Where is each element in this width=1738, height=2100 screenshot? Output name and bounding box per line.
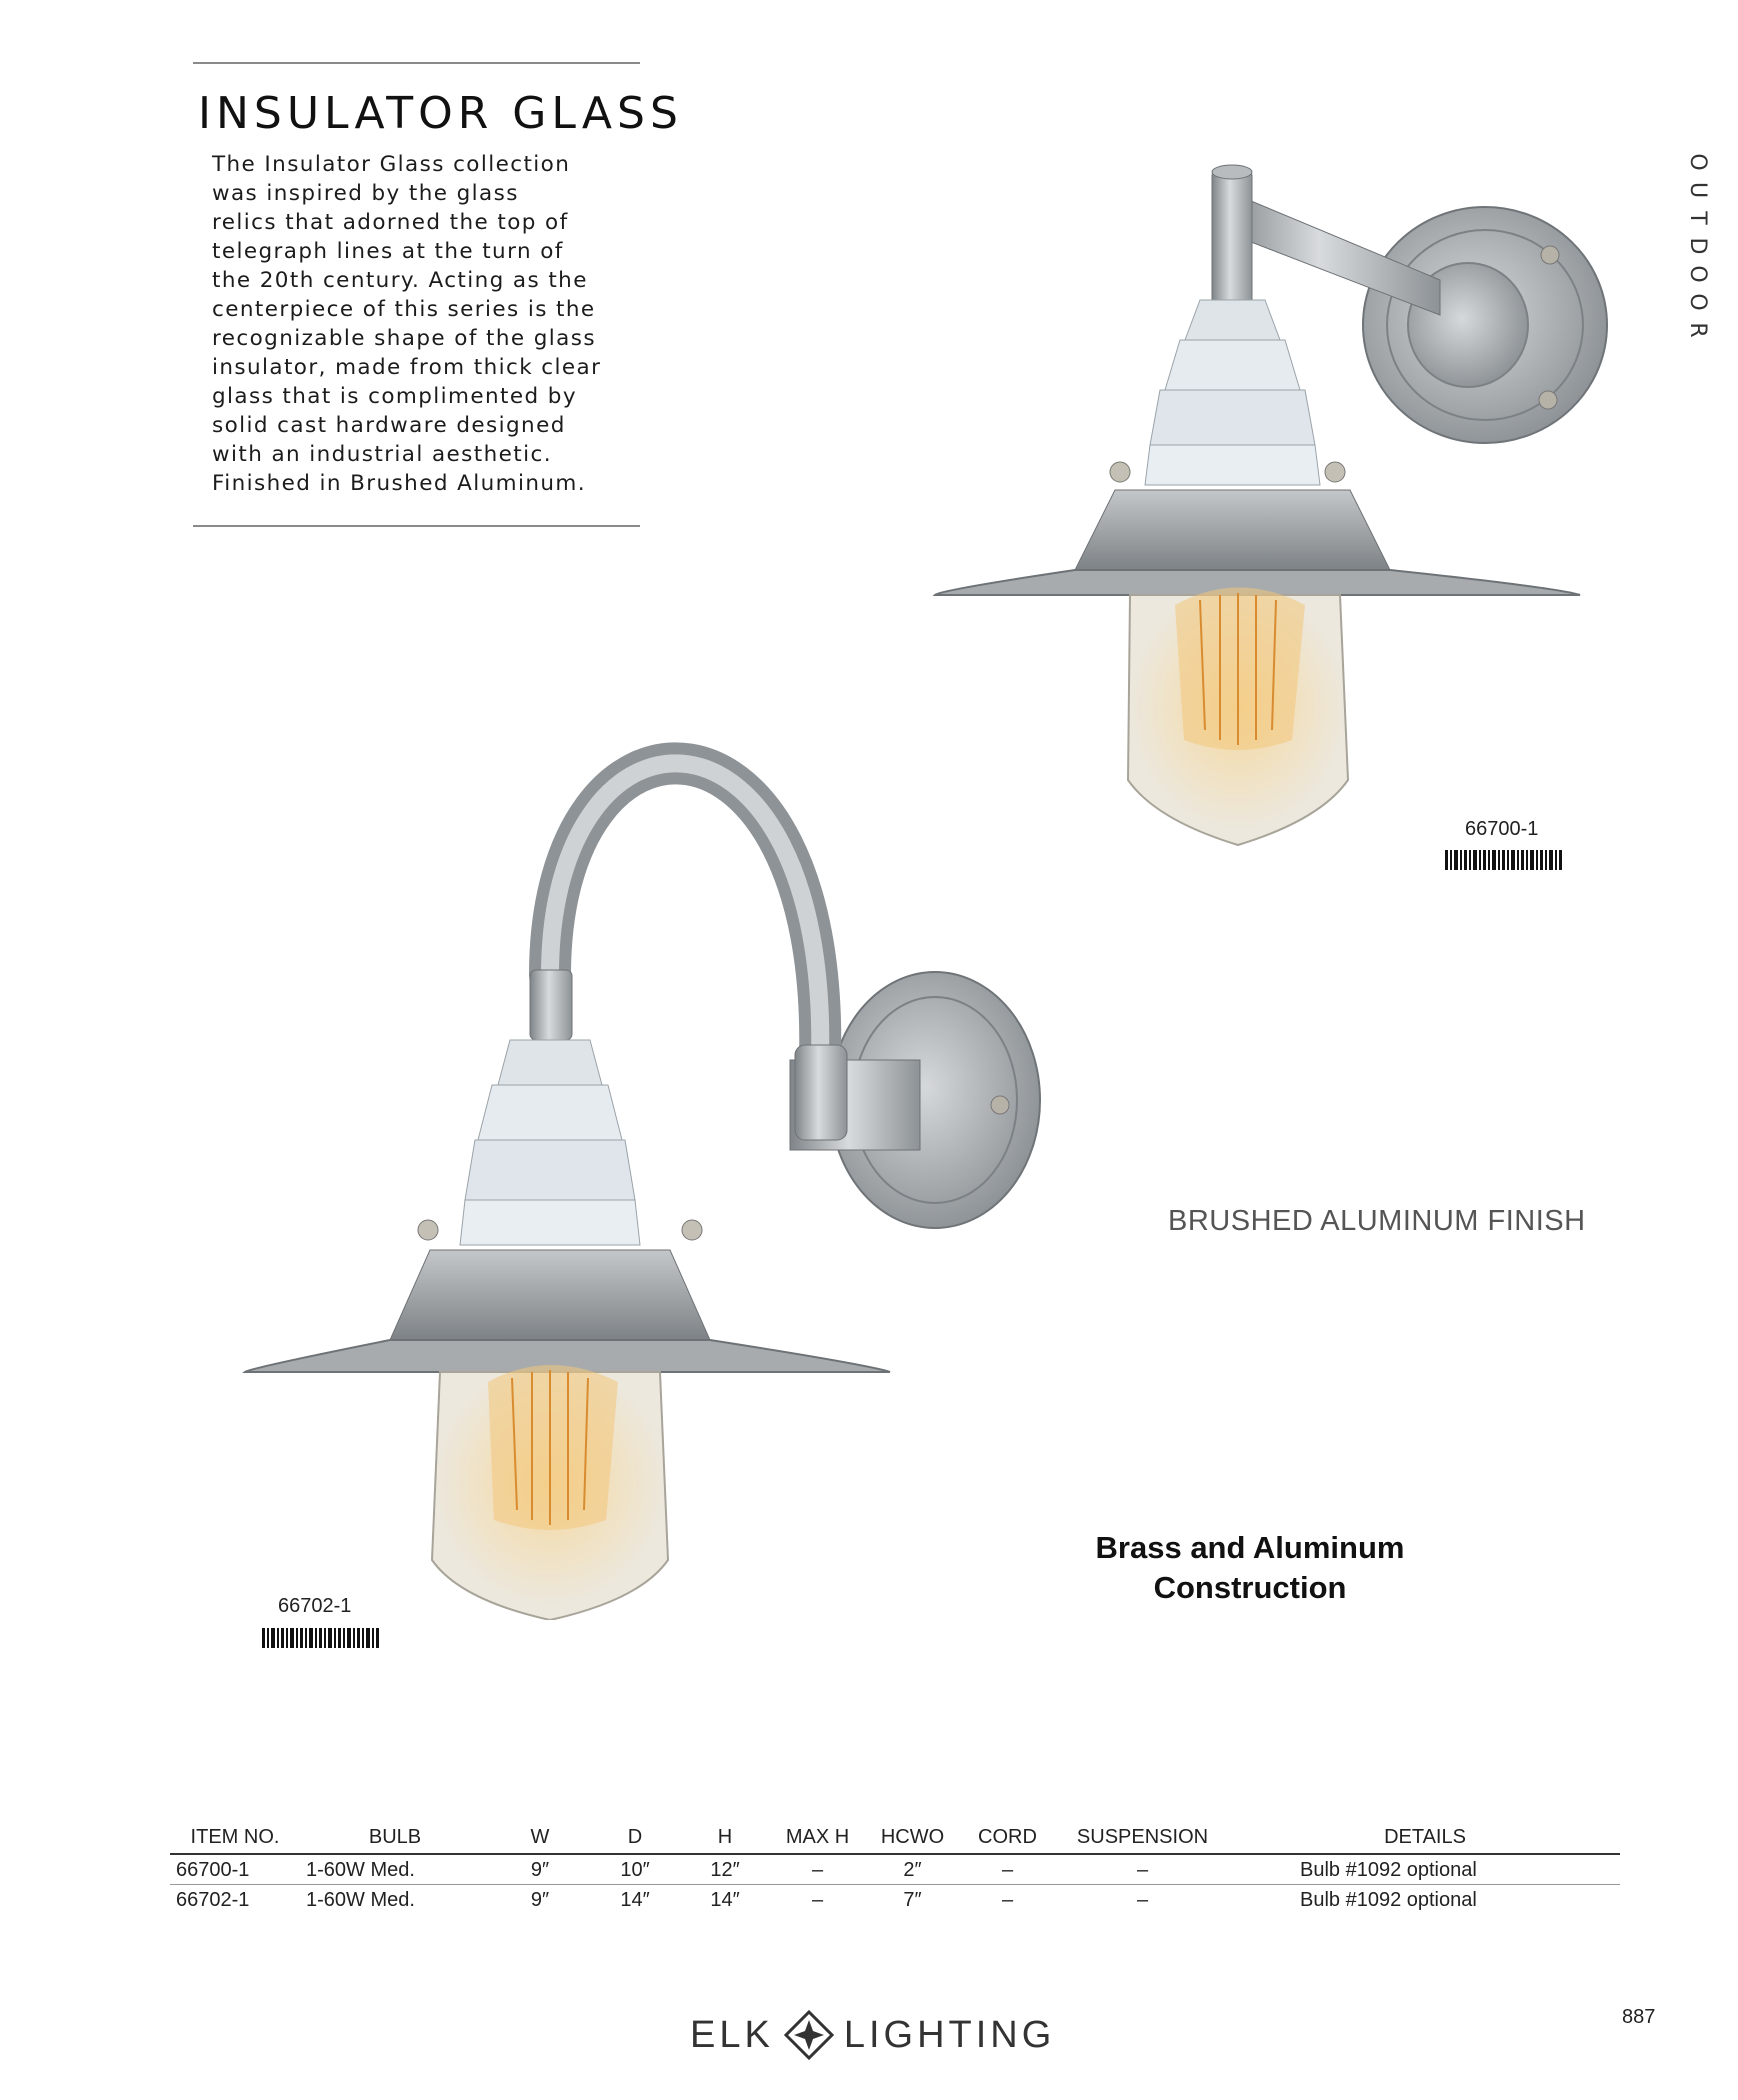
table-row: [170, 1885, 1620, 1915]
sku-label-66702-1: 66702-1: [278, 1595, 352, 1617]
brand-logo: [690, 2010, 1055, 2060]
header-details: DETAILS: [1230, 1824, 1620, 1854]
header-bulb: BULB: [300, 1824, 490, 1854]
cell-item-no: 66702-1: [176, 1889, 250, 1911]
page-number: 887: [1622, 2006, 1656, 2028]
side-tab-letter: R: [1685, 322, 1710, 338]
cell-h: 14″: [710, 1889, 740, 1911]
construction-line-2: Construction: [1153, 1570, 1347, 1605]
spec-table: [170, 1824, 1620, 1914]
side-tab-letter: D: [1685, 237, 1710, 255]
cell-w: 9″: [530, 1889, 550, 1911]
side-tab-letter: O: [1685, 293, 1710, 311]
description-line: with an industrial aesthetic.: [212, 442, 552, 467]
description-line: centerpiece of this series is the: [212, 297, 596, 322]
cell-max-h: –: [770, 1854, 865, 1885]
product-image-66702-1: [230, 700, 1110, 1620]
collection-title: INSULATOR GLASS: [198, 88, 683, 139]
description-line: glass that is complimented by: [212, 384, 577, 409]
sku-label-66700-1: 66700-1: [1465, 818, 1539, 840]
side-tab-letter: U: [1685, 181, 1710, 199]
description-line: telegraph lines at the turn of: [212, 239, 564, 264]
finish-label: BRUSHED ALUMINUM FINISH: [1168, 1205, 1586, 1237]
cell-hcwo: 7″: [903, 1889, 922, 1911]
header-item-no: ITEM NO.: [170, 1824, 300, 1854]
header-d: D: [590, 1824, 680, 1854]
header-w: W: [490, 1824, 590, 1854]
description-line: Finished in Brushed Aluminum.: [212, 471, 586, 496]
header-suspension: SUSPENSION: [1055, 1824, 1230, 1854]
brand-name-left: ELK: [690, 2013, 774, 2056]
header-cord: CORD: [960, 1824, 1055, 1854]
side-tab-outdoor[interactable]: [1682, 148, 1712, 344]
cell-details: Bulb #1092 optional: [1230, 1854, 1620, 1885]
construction-note: [1030, 1528, 1470, 1608]
cell-suspension: –: [1136, 1889, 1149, 1911]
description-line: The Insulator Glass collection: [212, 152, 571, 177]
description-line: insulator, made from thick clear: [212, 355, 602, 380]
collection-description: [212, 150, 652, 498]
header-hcwo: HCWO: [865, 1824, 960, 1854]
cell-d: 10″: [590, 1854, 680, 1885]
cell-details: Bulb #1092 optional: [1300, 1889, 1477, 1911]
cell-suspension: –: [1055, 1854, 1230, 1885]
bottom-rule: [193, 525, 640, 527]
cell-max-h: –: [811, 1889, 824, 1911]
cell-cord: –: [1001, 1889, 1014, 1911]
header-max-h: MAX H: [770, 1824, 865, 1854]
description-line: was inspired by the glass: [212, 181, 519, 206]
table-row: [170, 1854, 1620, 1885]
brand-name-right: LIGHTING: [843, 2013, 1056, 2056]
spec-header-row: [170, 1824, 1620, 1854]
cell-hcwo: 2″: [865, 1854, 960, 1885]
side-tab-letter: T: [1685, 211, 1710, 225]
description-line: the 20th century. Acting as the: [212, 268, 588, 293]
barcode-66702-1: [262, 1628, 382, 1648]
side-tab-letter: O: [1685, 265, 1710, 283]
description-line: solid cast hardware designed: [212, 413, 566, 438]
header-h: H: [680, 1824, 770, 1854]
cell-bulb: 1-60W Med.: [306, 1889, 415, 1911]
cell-bulb: 1-60W Med.: [300, 1854, 490, 1885]
barcode-66700-1: [1445, 850, 1565, 870]
diamond-star-icon: [784, 2010, 834, 2060]
construction-line-1: Brass and Aluminum: [1095, 1530, 1405, 1565]
description-line: recognizable shape of the glass: [212, 326, 596, 351]
cell-h: 12″: [680, 1854, 770, 1885]
cell-d: 14″: [620, 1889, 650, 1911]
description-line: relics that adorned the top of: [212, 210, 569, 235]
cell-w: 9″: [490, 1854, 590, 1885]
cell-item-no: 66700-1: [170, 1854, 300, 1885]
top-rule: [193, 62, 640, 64]
side-tab-letter: O: [1685, 153, 1710, 171]
cell-cord: –: [960, 1854, 1055, 1885]
